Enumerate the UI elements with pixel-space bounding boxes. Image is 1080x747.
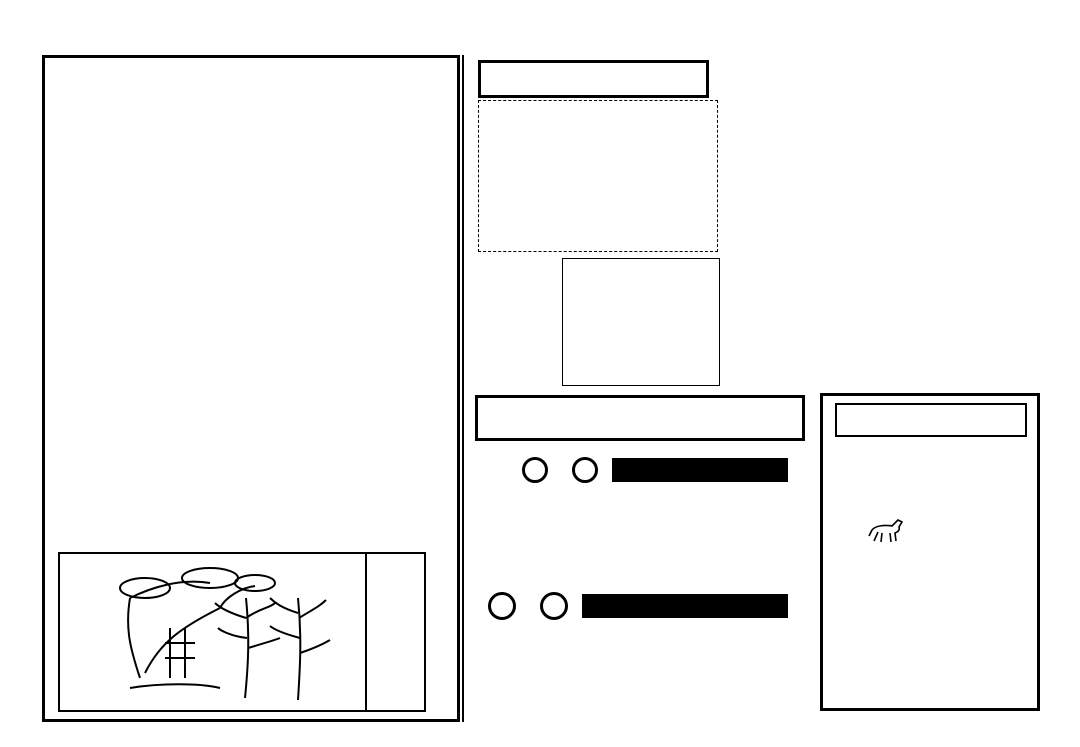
strategy-title [478,60,709,98]
horse-icon [868,516,906,544]
section2-title [582,594,788,618]
section1-ratio-a [522,457,548,483]
tree-icon [70,558,360,708]
panel-divider [462,55,464,722]
section1-title [612,458,788,482]
strategy-box [478,100,718,252]
section1-ratio-b [572,457,598,483]
selection-box [562,258,720,386]
picture-divider [365,552,367,712]
section2-ratio-a [488,592,516,620]
section2-ratio-b [540,592,568,620]
zodiac-title [835,403,1027,437]
new-material-banner [475,395,805,441]
zodiac-box [820,393,1040,711]
